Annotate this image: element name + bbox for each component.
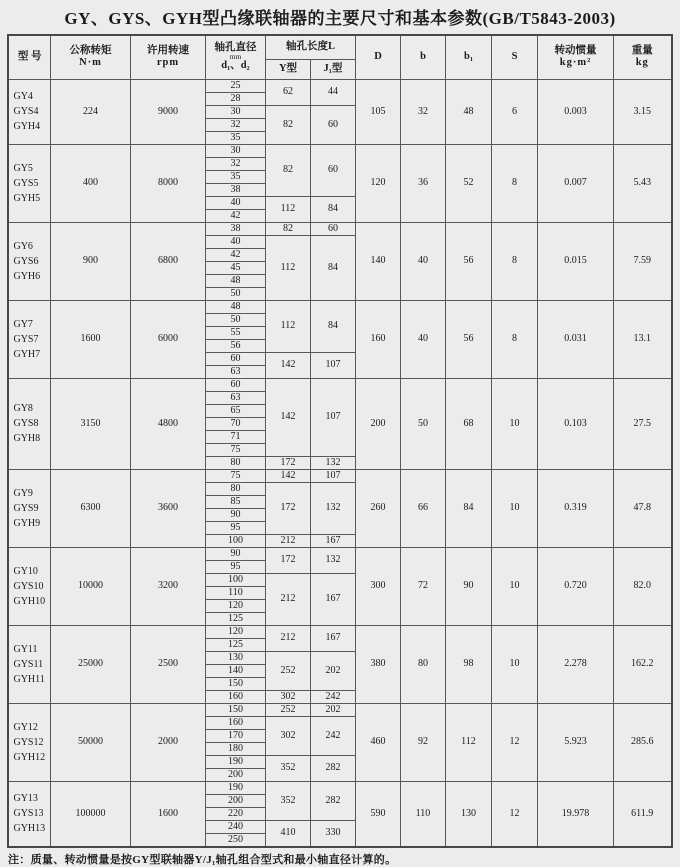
bore-diameter-cell: 95 (205, 560, 265, 573)
bore-diameter-cell: 100 (205, 534, 265, 547)
header-row-1 (8, 35, 671, 59)
y-type-length-cell: 352 (265, 755, 310, 781)
weight-cell: 611.9 (614, 781, 672, 847)
bore-diameter-cell: 85 (205, 495, 265, 508)
bore-diameter-cell: 90 (205, 508, 265, 521)
y-type-length-cell: 82 (265, 222, 310, 235)
speed-cell: 2000 (130, 703, 205, 781)
dim-b1-cell: 52 (446, 144, 492, 222)
bore-diameter-cell: 125 (205, 638, 265, 651)
model-cell: GY12 GYS12 GYH12 (8, 703, 50, 781)
dim-D-cell: 105 (356, 79, 401, 144)
dim-S-cell: 8 (492, 144, 538, 222)
col-header-weight: 重量 kg (614, 35, 672, 79)
speed-cell: 4800 (130, 378, 205, 469)
bore-diameter-cell: 180 (205, 742, 265, 755)
bore-diameter-cell: 30 (205, 105, 265, 118)
dim-S-cell: 10 (492, 469, 538, 547)
col-header-torque: 公称转矩 N·m (50, 35, 130, 79)
speed-cell: 8000 (130, 144, 205, 222)
footnote: 注：质量、转动惯量是按GY型联轴器Y/J₁轴孔组合型式和最小轴直径计算的。 (8, 853, 397, 866)
dim-D-cell: 160 (356, 300, 401, 378)
bore-diameter-cell: 130 (205, 651, 265, 664)
bore-diameter-cell: 160 (205, 716, 265, 729)
bore-diameter-cell: 32 (205, 157, 265, 170)
page-title: GY、GYS、GYH型凸缘联轴器的主要尺寸和基本参数(GB/T5843-2003) (64, 9, 616, 28)
speed-cell: 6800 (130, 222, 205, 300)
y-type-length-cell: 352 (265, 781, 310, 820)
table-header (8, 35, 671, 79)
j1-type-length-cell: 84 (310, 300, 355, 352)
torque-cell: 10000 (50, 547, 130, 625)
col-header-model: 型 号 (8, 35, 50, 79)
weight-cell: 162.2 (614, 625, 672, 703)
inertia-cell: 0.003 (538, 79, 614, 144)
j1-type-length-cell: 107 (310, 378, 355, 456)
j1-type-length-cell: 132 (310, 482, 355, 534)
col-header-bore-diameter: 轴孔直径 mm d₁、d₂ (205, 35, 265, 79)
speed-cell: 9000 (130, 79, 205, 144)
j1-type-length-cell: 242 (310, 690, 355, 703)
col-header-y-type: Y型 (265, 59, 310, 79)
col-header-D: D (356, 35, 401, 79)
bore-diameter-cell: 90 (205, 547, 265, 560)
y-type-length-cell: 212 (265, 625, 310, 651)
j1-type-length-cell: 60 (310, 222, 355, 235)
speed-cell: 3600 (130, 469, 205, 547)
bore-diameter-cell: 75 (205, 469, 265, 482)
torque-cell: 1600 (50, 300, 130, 378)
bore-diameter-cell: 120 (205, 599, 265, 612)
col-header-inertia: 转动惯量 kg·m² (538, 35, 614, 79)
bore-diameter-cell: 63 (205, 391, 265, 404)
y-type-length-cell: 302 (265, 690, 310, 703)
y-type-length-cell: 142 (265, 378, 310, 456)
bore-diameter-cell: 200 (205, 768, 265, 781)
y-type-length-cell: 172 (265, 456, 310, 469)
bore-diameter-cell: 100 (205, 573, 265, 586)
bore-diameter-cell: 48 (205, 300, 265, 313)
bore-diameter-cell: 160 (205, 690, 265, 703)
weight-cell: 27.5 (614, 378, 672, 469)
y-type-length-cell: 212 (265, 534, 310, 547)
dim-b-cell: 92 (401, 703, 446, 781)
inertia-cell: 0.720 (538, 547, 614, 625)
weight-cell: 82.0 (614, 547, 672, 625)
model-cell: GY6 GYS6 GYH6 (8, 222, 50, 300)
col-header-b: b (401, 35, 446, 79)
dim-b1-cell: 56 (446, 222, 492, 300)
j1-type-length-cell: 132 (310, 547, 355, 573)
model-cell: GY9 GYS9 GYH9 (8, 469, 50, 547)
inertia-cell: 0.015 (538, 222, 614, 300)
dim-b1-cell: 98 (446, 625, 492, 703)
table-row (8, 144, 671, 157)
torque-cell: 900 (50, 222, 130, 300)
bore-diameter-cell: 55 (205, 326, 265, 339)
dim-D-cell: 260 (356, 469, 401, 547)
model-cell: GY13 GYS13 GYH13 (8, 781, 50, 847)
dim-D-cell: 120 (356, 144, 401, 222)
y-type-length-cell: 142 (265, 469, 310, 482)
bore-diameter-cell: 120 (205, 625, 265, 638)
bore-diameter-cell: 40 (205, 196, 265, 209)
inertia-cell: 19.978 (538, 781, 614, 847)
col-header-S: S (492, 35, 538, 79)
j1-type-length-cell: 202 (310, 703, 355, 716)
dim-b1-cell: 84 (446, 469, 492, 547)
y-type-length-cell: 142 (265, 352, 310, 378)
dim-b1-cell: 130 (446, 781, 492, 847)
bore-diameter-cell: 32 (205, 118, 265, 131)
bore-diameter-cell: 45 (205, 261, 265, 274)
bore-diameter-cell: 190 (205, 755, 265, 768)
dim-b-cell: 40 (401, 222, 446, 300)
dim-S-cell: 8 (492, 300, 538, 378)
dim-b1-cell: 112 (446, 703, 492, 781)
bore-diameter-cell: 25 (205, 79, 265, 92)
speed-cell: 6000 (130, 300, 205, 378)
inertia-cell: 2.278 (538, 625, 614, 703)
model-cell: GY7 GYS7 GYH7 (8, 300, 50, 378)
bore-diameter-cell: 42 (205, 248, 265, 261)
bore-diameter-cell: 28 (205, 92, 265, 105)
bore-diameter-cell: 110 (205, 586, 265, 599)
bore-diameter-cell: 250 (205, 833, 265, 847)
bore-diameter-cell: 42 (205, 209, 265, 222)
j1-type-length-cell: 330 (310, 820, 355, 847)
table-row (8, 79, 671, 92)
dim-D-cell: 380 (356, 625, 401, 703)
model-cell: GY11 GYS11 GYH11 (8, 625, 50, 703)
model-cell: GY4 GYS4 GYH4 (8, 79, 50, 144)
bore-diameter-cell: 240 (205, 820, 265, 833)
bore-diameter-cell: 60 (205, 352, 265, 365)
bore-diameter-cell: 30 (205, 144, 265, 157)
table-row (8, 469, 671, 482)
j1-type-length-cell: 44 (310, 79, 355, 105)
inertia-cell: 0.103 (538, 378, 614, 469)
bore-diameter-cell: 150 (205, 677, 265, 690)
bore-diameter-cell: 38 (205, 222, 265, 235)
torque-cell: 6300 (50, 469, 130, 547)
table-row (8, 222, 671, 235)
bore-diameter-cell: 95 (205, 521, 265, 534)
table-body (8, 79, 671, 847)
table-row (8, 781, 671, 794)
bore-diameter-cell: 40 (205, 235, 265, 248)
bore-diameter-cell: 80 (205, 456, 265, 469)
dim-S-cell: 12 (492, 703, 538, 781)
bore-diameter-cell: 38 (205, 183, 265, 196)
dim-S-cell: 6 (492, 79, 538, 144)
j1-type-length-cell: 282 (310, 755, 355, 781)
dim-D-cell: 140 (356, 222, 401, 300)
torque-cell: 3150 (50, 378, 130, 469)
torque-cell: 400 (50, 144, 130, 222)
dim-D-cell: 300 (356, 547, 401, 625)
j1-type-length-cell: 202 (310, 651, 355, 690)
bore-diameter-cell: 56 (205, 339, 265, 352)
weight-cell: 285.6 (614, 703, 672, 781)
col-header-bore-length: 轴孔长度L (265, 35, 355, 59)
j1-type-length-cell: 84 (310, 196, 355, 222)
bore-diameter-cell: 200 (205, 794, 265, 807)
bore-diameter-cell: 63 (205, 365, 265, 378)
bore-diameter-cell: 125 (205, 612, 265, 625)
speed-cell: 3200 (130, 547, 205, 625)
j1-type-length-cell: 107 (310, 469, 355, 482)
weight-cell: 47.8 (614, 469, 672, 547)
dim-b1-cell: 68 (446, 378, 492, 469)
bore-diameter-cell: 60 (205, 378, 265, 391)
dim-b1-cell: 56 (446, 300, 492, 378)
weight-cell: 7.59 (614, 222, 672, 300)
y-type-length-cell: 82 (265, 105, 310, 144)
dim-S-cell: 10 (492, 625, 538, 703)
y-type-length-cell: 112 (265, 235, 310, 300)
inertia-cell: 5.923 (538, 703, 614, 781)
model-cell: GY8 GYS8 GYH8 (8, 378, 50, 469)
bore-diameter-cell: 220 (205, 807, 265, 820)
torque-cell: 50000 (50, 703, 130, 781)
j1-type-length-cell: 84 (310, 235, 355, 300)
coupling-parameters-table (7, 34, 672, 848)
bore-diameter-cell: 80 (205, 482, 265, 495)
weight-cell: 3.15 (614, 79, 672, 144)
j1-type-length-cell: 60 (310, 105, 355, 144)
weight-cell: 13.1 (614, 300, 672, 378)
j1-type-length-cell: 167 (310, 573, 355, 625)
table-row (8, 625, 671, 638)
col-header-j1-type: J₁型 (310, 59, 355, 79)
j1-type-length-cell: 60 (310, 144, 355, 196)
bore-diameter-cell: 75 (205, 443, 265, 456)
y-type-length-cell: 82 (265, 144, 310, 196)
dim-b-cell: 72 (401, 547, 446, 625)
dim-D-cell: 200 (356, 378, 401, 469)
bore-diameter-cell: 70 (205, 417, 265, 430)
dim-b-cell: 40 (401, 300, 446, 378)
inertia-cell: 0.319 (538, 469, 614, 547)
bore-diameter-cell: 71 (205, 430, 265, 443)
bore-diameter-cell: 190 (205, 781, 265, 794)
dim-b-cell: 80 (401, 625, 446, 703)
speed-cell: 1600 (130, 781, 205, 847)
speed-cell: 2500 (130, 625, 205, 703)
j1-type-length-cell: 242 (310, 716, 355, 755)
bore-diameter-cell: 65 (205, 404, 265, 417)
y-type-length-cell: 112 (265, 300, 310, 352)
y-type-length-cell: 112 (265, 196, 310, 222)
dim-b-cell: 32 (401, 79, 446, 144)
dim-b-cell: 36 (401, 144, 446, 222)
y-type-length-cell: 212 (265, 573, 310, 625)
bore-diameter-cell: 50 (205, 313, 265, 326)
dim-b1-cell: 90 (446, 547, 492, 625)
j1-type-length-cell: 132 (310, 456, 355, 469)
model-cell: GY5 GYS5 GYH5 (8, 144, 50, 222)
dim-D-cell: 590 (356, 781, 401, 847)
y-type-length-cell: 172 (265, 482, 310, 534)
table-row (8, 378, 671, 391)
dim-S-cell: 8 (492, 222, 538, 300)
bore-diameter-cell: 35 (205, 170, 265, 183)
j1-type-length-cell: 282 (310, 781, 355, 820)
dim-S-cell: 10 (492, 547, 538, 625)
inertia-cell: 0.031 (538, 300, 614, 378)
bore-diameter-cell: 48 (205, 274, 265, 287)
torque-cell: 100000 (50, 781, 130, 847)
bore-diameter-cell: 150 (205, 703, 265, 716)
weight-cell: 5.43 (614, 144, 672, 222)
y-type-length-cell: 252 (265, 703, 310, 716)
torque-cell: 25000 (50, 625, 130, 703)
bore-diameter-cell: 35 (205, 131, 265, 144)
y-type-length-cell: 62 (265, 79, 310, 105)
torque-cell: 224 (50, 79, 130, 144)
table-row (8, 547, 671, 560)
dim-b-cell: 66 (401, 469, 446, 547)
dim-b-cell: 110 (401, 781, 446, 847)
col-header-b1: b₁ (446, 35, 492, 79)
y-type-length-cell: 410 (265, 820, 310, 847)
dim-b-cell: 50 (401, 378, 446, 469)
y-type-length-cell: 252 (265, 651, 310, 690)
col-header-speed: 许用转速 rpm (130, 35, 205, 79)
y-type-length-cell: 172 (265, 547, 310, 573)
j1-type-length-cell: 167 (310, 625, 355, 651)
j1-type-length-cell: 107 (310, 352, 355, 378)
dim-S-cell: 12 (492, 781, 538, 847)
y-type-length-cell: 302 (265, 716, 310, 755)
j1-type-length-cell: 167 (310, 534, 355, 547)
dim-D-cell: 460 (356, 703, 401, 781)
dim-b1-cell: 48 (446, 79, 492, 144)
table-row (8, 300, 671, 313)
bore-diameter-cell: 170 (205, 729, 265, 742)
inertia-cell: 0.007 (538, 144, 614, 222)
bore-diameter-cell: 50 (205, 287, 265, 300)
bore-diameter-cell: 140 (205, 664, 265, 677)
table-row (8, 703, 671, 716)
model-cell: GY10 GYS10 GYH10 (8, 547, 50, 625)
dim-S-cell: 10 (492, 378, 538, 469)
